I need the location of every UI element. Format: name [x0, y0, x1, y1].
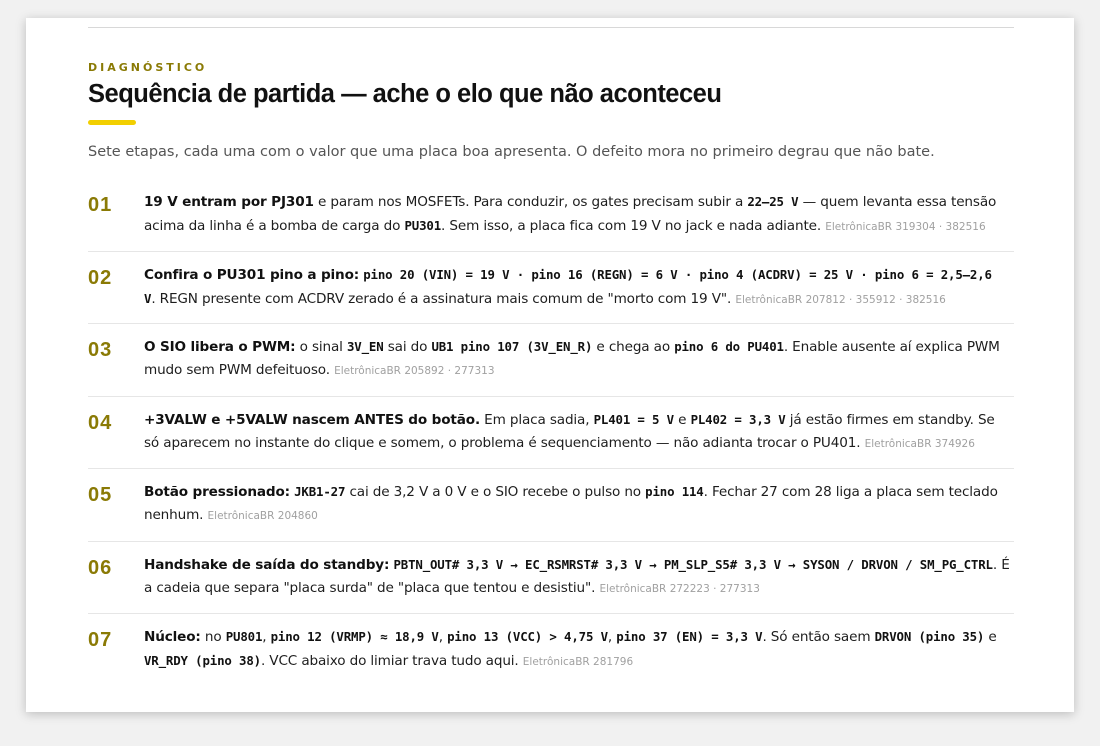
section-eyebrow: DIAGNÓSTICO [88, 61, 208, 74]
step-lead: Núcleo: [144, 629, 201, 645]
step-body: cai de 3,2 V a 0 V e o SIO recebe o pulso no [345, 484, 646, 500]
intro-text: Sete etapas, cada uma com o valor que uma placa boa apresenta. O defeito mora no primeiro degrau que não bate. [88, 144, 935, 160]
step-lead: O SIO libera o PWM: [144, 339, 296, 355]
step-text [144, 190, 1010, 239]
step-item [88, 252, 1014, 325]
signal-value: pino 6 do PU401 [674, 339, 784, 354]
signal-value: pino 37 (EN) = 3,3 V [616, 629, 763, 644]
source-ref: EletrônicaBR 272223 · 277313 [599, 582, 760, 595]
step-body: e param nos MOSFETs. Para conduzir, os gates precisam subir a [313, 194, 748, 210]
step-text [144, 553, 1010, 601]
title-accent-bar [88, 120, 136, 125]
signal-value: pino 114 [645, 484, 704, 499]
step-body: . Só então saem [762, 629, 875, 645]
step-body: . Fechar 27 com 28 liga a placa sem teclado nenhum. [144, 484, 998, 523]
step-number: 03 [88, 339, 113, 361]
step-text [144, 408, 1010, 456]
step-item [88, 179, 1014, 252]
step-number: 04 [88, 411, 113, 434]
signal-value: PU801 [225, 629, 263, 644]
signal-value: pino 13 (VCC) > 4,75 V [447, 629, 608, 644]
step-item [88, 324, 1014, 397]
signal-value: PL402 = 3,3 V [690, 411, 786, 427]
step-text [144, 263, 1010, 312]
article-card [26, 18, 1074, 712]
step-lead: Confira o PU301 pino a pino: [144, 266, 360, 283]
step-item [88, 614, 1014, 687]
signal-value: JKB1-27 [294, 484, 346, 499]
signal-value: UB1 pino 107 (3V_EN_R) [431, 339, 593, 354]
source-ref: EletrônicaBR 319304 · 382516 [825, 221, 986, 233]
steps-list [88, 179, 1014, 687]
signal-value: pino 20 (VIN) = 19 V · pino 16 (REGN) = 6 V · pino 4 (ACDRV) = 25 V · pino 6 = 2,5–2,6 V [144, 266, 992, 306]
step-body: . Enable ausente aí explica PWM mudo sem PWM defeituoso. [144, 339, 1000, 378]
step-number: 06 [88, 556, 113, 579]
source-ref: EletrônicaBR 204860 [207, 510, 318, 522]
step-number: 01 [88, 194, 113, 216]
step-body: e chega ao [592, 339, 675, 355]
step-body: o sinal [295, 339, 347, 355]
signal-value: PL401 = 5 V [593, 411, 674, 427]
source-ref: EletrônicaBR 281796 [522, 656, 634, 668]
signal-value: pino 12 (VRMP) ≈ 18,9 V [270, 629, 439, 644]
signal-value: 22–25 V [747, 194, 799, 209]
step-number: 02 [88, 266, 113, 289]
step-number: 05 [88, 484, 113, 506]
step-body: já estão firmes em standby. Se só aparecem no instante do clique e somem, o problema é sequenciamento — não adianta trocar o PU401. [144, 411, 995, 451]
step-body: e [674, 411, 691, 428]
step-body: e [984, 629, 997, 645]
step-item [88, 542, 1014, 615]
signal-value: PBTN_OUT# 3,3 V → EC_RSMRST# 3,3 V → PM_SLP_S5# 3,3 V → SYSON / DRVON / SM_PG_CTRL [393, 556, 993, 572]
step-body: — quem levanta essa tensão acima da linha é a bomba de carga do [144, 194, 997, 234]
source-ref: EletrônicaBR 207812 · 355912 · 382516 [735, 293, 946, 306]
signal-value: 3V_EN [346, 339, 384, 354]
step-body: Em placa sadia, [480, 411, 594, 428]
step-lead: 19 V entram por PJ301 [144, 194, 314, 210]
source-ref: EletrônicaBR 374926 [864, 437, 975, 450]
signal-value: DRVON (pino 35) [874, 629, 985, 644]
step-item [88, 397, 1014, 470]
step-body: no [200, 629, 226, 645]
step-lead: Botão pressionado: [144, 484, 290, 500]
step-text [144, 335, 1010, 383]
top-divider [88, 27, 1014, 28]
signal-value: VR_RDY (pino 38) [144, 653, 261, 668]
step-body: . Sem isso, a placa fica com 19 V no jack e nada adiante. [441, 218, 826, 234]
step-body: . É a cadeia que separa "placa surda" de "placa que tentou e desistiu". [144, 556, 1010, 596]
step-body: sai do [383, 339, 432, 355]
step-body: , [438, 629, 448, 645]
step-lead: +3VALW e +5VALW nascem ANTES do botão. [144, 411, 480, 428]
step-body: . VCC abaixo do limiar trava tudo aqui. [260, 653, 523, 669]
step-body: , [262, 629, 271, 645]
page-title: Sequência de partida — ache o elo que não aconteceu [88, 80, 722, 108]
source-ref: EletrônicaBR 205892 · 277313 [334, 365, 495, 377]
step-number: 07 [88, 629, 113, 651]
signal-value: PU301 [404, 218, 442, 233]
step-text [144, 480, 1010, 528]
step-lead: Handshake de saída do standby: [144, 556, 390, 573]
step-item [88, 469, 1014, 542]
step-text [144, 625, 1010, 674]
step-body: , [607, 629, 617, 645]
step-body: . REGN presente com ACDRV zerado é a assinatura mais comum de "morto com 19 V". [151, 290, 736, 307]
